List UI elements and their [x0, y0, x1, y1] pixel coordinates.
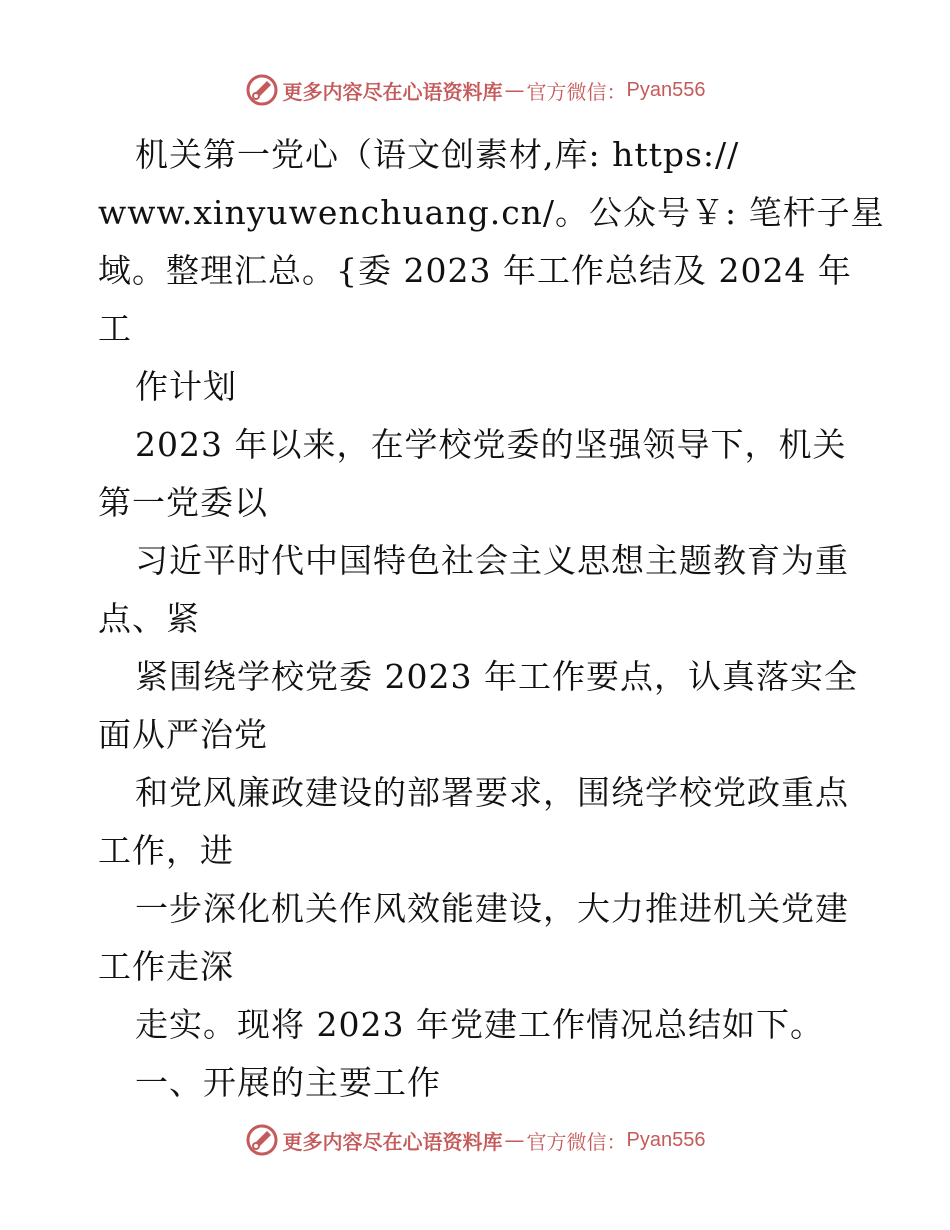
paragraph-line: 和党风廉政建设的部署要求，围绕学校党政重点 [135, 773, 849, 812]
banner-separator: — [504, 1128, 525, 1152]
logo-icon [245, 73, 279, 107]
document-body [98, 126, 885, 1112]
paragraph-line: 紧围绕学校党委 2023 年工作要点，认真落实全 [135, 657, 858, 696]
section-heading: 一、开展的主要工作 [135, 1063, 441, 1102]
banner-weixin-label: 官方微信： [526, 79, 627, 104]
paragraph-line: 域。整理汇总。{委 2023 年工作总结及 2024 年 [98, 251, 852, 290]
header-banner [0, 70, 950, 110]
banner-weixin-id: Pyan556 [626, 78, 706, 101]
footer-banner [0, 1120, 950, 1160]
paragraph-line: 工 [98, 309, 132, 348]
paragraph-line: 面从严治党 [98, 715, 268, 754]
banner-weixin-id: Pyan556 [626, 1128, 706, 1151]
paragraph-line: 工作走深 [98, 947, 234, 986]
paragraph-line: 第一党委以 [98, 483, 268, 522]
banner-promo-text: 更多内容尽在心语资料库 [282, 79, 503, 104]
banner-separator: — [504, 78, 525, 102]
paragraph-line: 作计划 [135, 367, 237, 406]
logo-icon [245, 1123, 279, 1157]
paragraph-line: 机关第一党心（语文创素材,库: https:// [135, 135, 740, 174]
paragraph-line: 习近平时代中国特色社会主义思想主题教育为重 [135, 541, 849, 580]
paragraph-line: 2023 年以来，在学校党委的坚强领导下，机关 [135, 425, 847, 464]
paragraph-line: 工作，进 [98, 831, 234, 870]
paragraph-line: 点、紧 [98, 599, 200, 638]
paragraph-line: 一步深化机关作风效能建设，大力推进机关党建 [135, 889, 849, 928]
banner-promo-text: 更多内容尽在心语资料库 [282, 1129, 503, 1154]
paragraph-line: www.xinyuwenchuang.cn/。公众号￥: 笔杆子星 [98, 193, 885, 232]
paragraph-line: 走实。现将 2023 年党建工作情况总结如下。 [135, 1005, 824, 1044]
banner-weixin-label: 官方微信： [526, 1129, 627, 1154]
